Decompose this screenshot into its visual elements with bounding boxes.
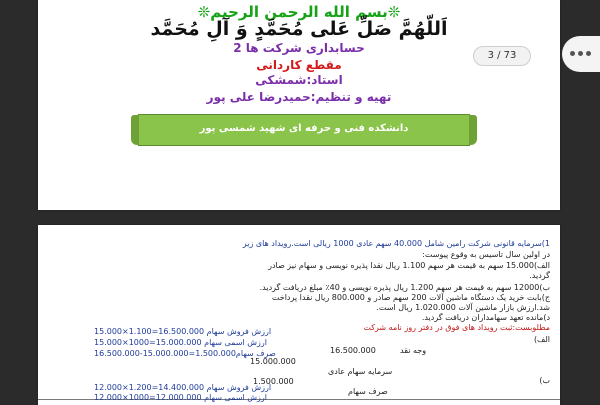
salawat-heading: اَللّهُمَّ صَلِّ عَلی مُحَمَّدٍ وَ آلِ مُحَمَّد [150, 18, 448, 40]
problem-line: شد.ارزش بازار ماشین آلات 1.020.000 ریال است. [376, 303, 550, 312]
author-label: تهیه و تنظیم:حمیدرضا علی پور [206, 90, 392, 104]
title-slide-page [38, 0, 560, 210]
problem-line: د)مانده تعهد سهامداران دریافت گردید. [421, 313, 550, 322]
calc-a-line: 15.000×1.100=16.500.000 ارزش فروش سهام [94, 327, 272, 336]
part-a-label: الف) [533, 335, 550, 344]
college-banner-text: دانشکده فنی و حرفه ای شهید شمسی پور [199, 123, 409, 134]
more-options-icon-dot [586, 51, 591, 56]
entry-credit-capital-amount: 15.000.000 [250, 357, 296, 366]
problem-line: در اولین سال تاسیس به وقوع پیوست: [422, 250, 550, 259]
problem-line: 1)سرمایه قانونی شرکت رامین شامل 40.000 سهم عادی 1000 ریالی است.رویداد های زیر [242, 239, 550, 248]
degree-label: مقطع کاردانی [256, 58, 342, 72]
entry-credit-premium-account: صرف سهام [348, 387, 388, 396]
calc-b-line: 12.000×1000=12.000.000 ارزش اسمی سهام [94, 393, 267, 402]
entry-credit-capital-account: سرمایه سهام عادی [328, 367, 393, 376]
bismillah-heading: ❊بسم الله الرحمن الرحیم❊ [197, 3, 401, 21]
problem-requirement: مطلوبست:ثبت رویداد های فوق در دفتر روز نامه شرکت [363, 323, 550, 332]
problem-line: ب)12000 سهم به قیمت هر سهم 1.200 ریال پذیره نویسی و 40٪ مبلغ دریافت گردید. [259, 283, 550, 292]
problem-line: گردید. [529, 271, 550, 280]
more-options-icon-dot [578, 51, 583, 56]
problem-line: ج)بابت خرید یک دستگاه ماشین آلات 200 سهم صادر و 800.000 ریال نقدا پرداخت [271, 293, 550, 302]
calc-b-line: 12.000×1.200=14.400.000 ارزش فروش سهام [94, 383, 272, 392]
page-indicator: 3 / 73 [473, 46, 531, 66]
entry-debit-amount: 16.500.000 [330, 346, 376, 355]
calc-a-line: 16.500.000-15.000.000=1.500.000صرف سهام [94, 349, 276, 358]
teacher-label: استاد:شمشکی [255, 73, 343, 87]
problem-line: الف)15.000 سهم به قیمت هر سهم 1.100 ریال نقدا پذیره نویسی و سهام نیز صادر [268, 261, 550, 270]
part-b-label: ب) [539, 376, 550, 385]
entry-debit-account: وجه نقد [400, 346, 427, 355]
entry-credit-premium-amount: 1.500.000 [253, 377, 294, 386]
more-options-icon [570, 51, 575, 56]
course-title: حسابداری شرکت ها 2 [233, 41, 365, 55]
calc-a-line: 15.000×1000=15.000.000 ارزش اسمی سهام [94, 338, 267, 347]
college-banner [138, 114, 470, 146]
more-options-button[interactable] [562, 36, 600, 72]
problem-slide-page [38, 225, 560, 405]
